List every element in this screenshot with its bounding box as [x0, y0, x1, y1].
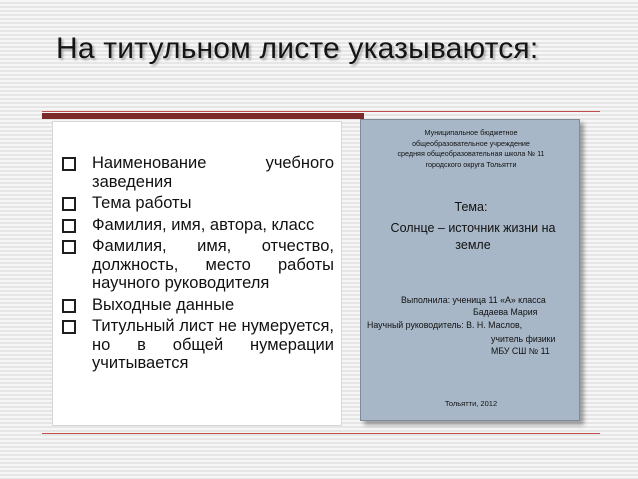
school-name-line: общеобразовательное учреждение [412, 138, 530, 148]
bullet-list [62, 154, 334, 376]
square-checkbox-icon [62, 320, 76, 334]
school-name-line: городского округа Тольятти [425, 159, 517, 169]
slide-title: На титульном листе указываются: [56, 32, 539, 65]
top-divider-line [42, 111, 600, 112]
city-year: Тольятти, 2012 [444, 399, 498, 408]
author-line: Выполнила: ученица 11 «А» класса [401, 295, 546, 305]
bullet-text: Титульный лист не нумеруется, но в общей нумерации учитывается [92, 317, 334, 372]
bullet-item [62, 194, 334, 213]
square-checkbox-icon [62, 240, 76, 254]
bottom-divider-line [42, 433, 600, 434]
theme-text: Солнце – источник жизни на земле [390, 221, 556, 252]
bullet-item [62, 154, 334, 191]
theme-label: Тема: [454, 200, 488, 214]
square-checkbox-icon [62, 197, 76, 211]
square-checkbox-icon [62, 299, 76, 313]
bullet-text: Наименование учебного заведения [92, 154, 334, 191]
bullet-text: Фамилия, имя, автора, класс [92, 215, 315, 234]
top-accent-bar [42, 113, 364, 119]
square-checkbox-icon [62, 157, 76, 171]
school-name-line: Муниципальное бюджетное [424, 128, 518, 137]
bullet-item [62, 237, 334, 293]
supervisor-position: учитель физики [491, 334, 556, 344]
bullet-item [62, 317, 334, 373]
supervisor-organization: МБУ СШ № 11 [491, 346, 550, 356]
school-name [361, 128, 581, 170]
school-name-line: средняя общеобразовательная школа № 11 [397, 149, 545, 158]
bullet-text: Фамилия, имя, отчество, должность, место работы научного руководителя [92, 237, 334, 292]
supervisor-line: Научный руководитель: В. Н. Маслов, [367, 320, 523, 330]
author-name: Бадаева Мария [473, 307, 538, 317]
bullet-item [62, 216, 334, 235]
bullet-text: Тема работы [92, 194, 192, 212]
title-page-example [360, 119, 580, 421]
bullet-item [62, 296, 334, 315]
square-checkbox-icon [62, 219, 76, 233]
bullet-text: Выходные данные [92, 295, 235, 314]
